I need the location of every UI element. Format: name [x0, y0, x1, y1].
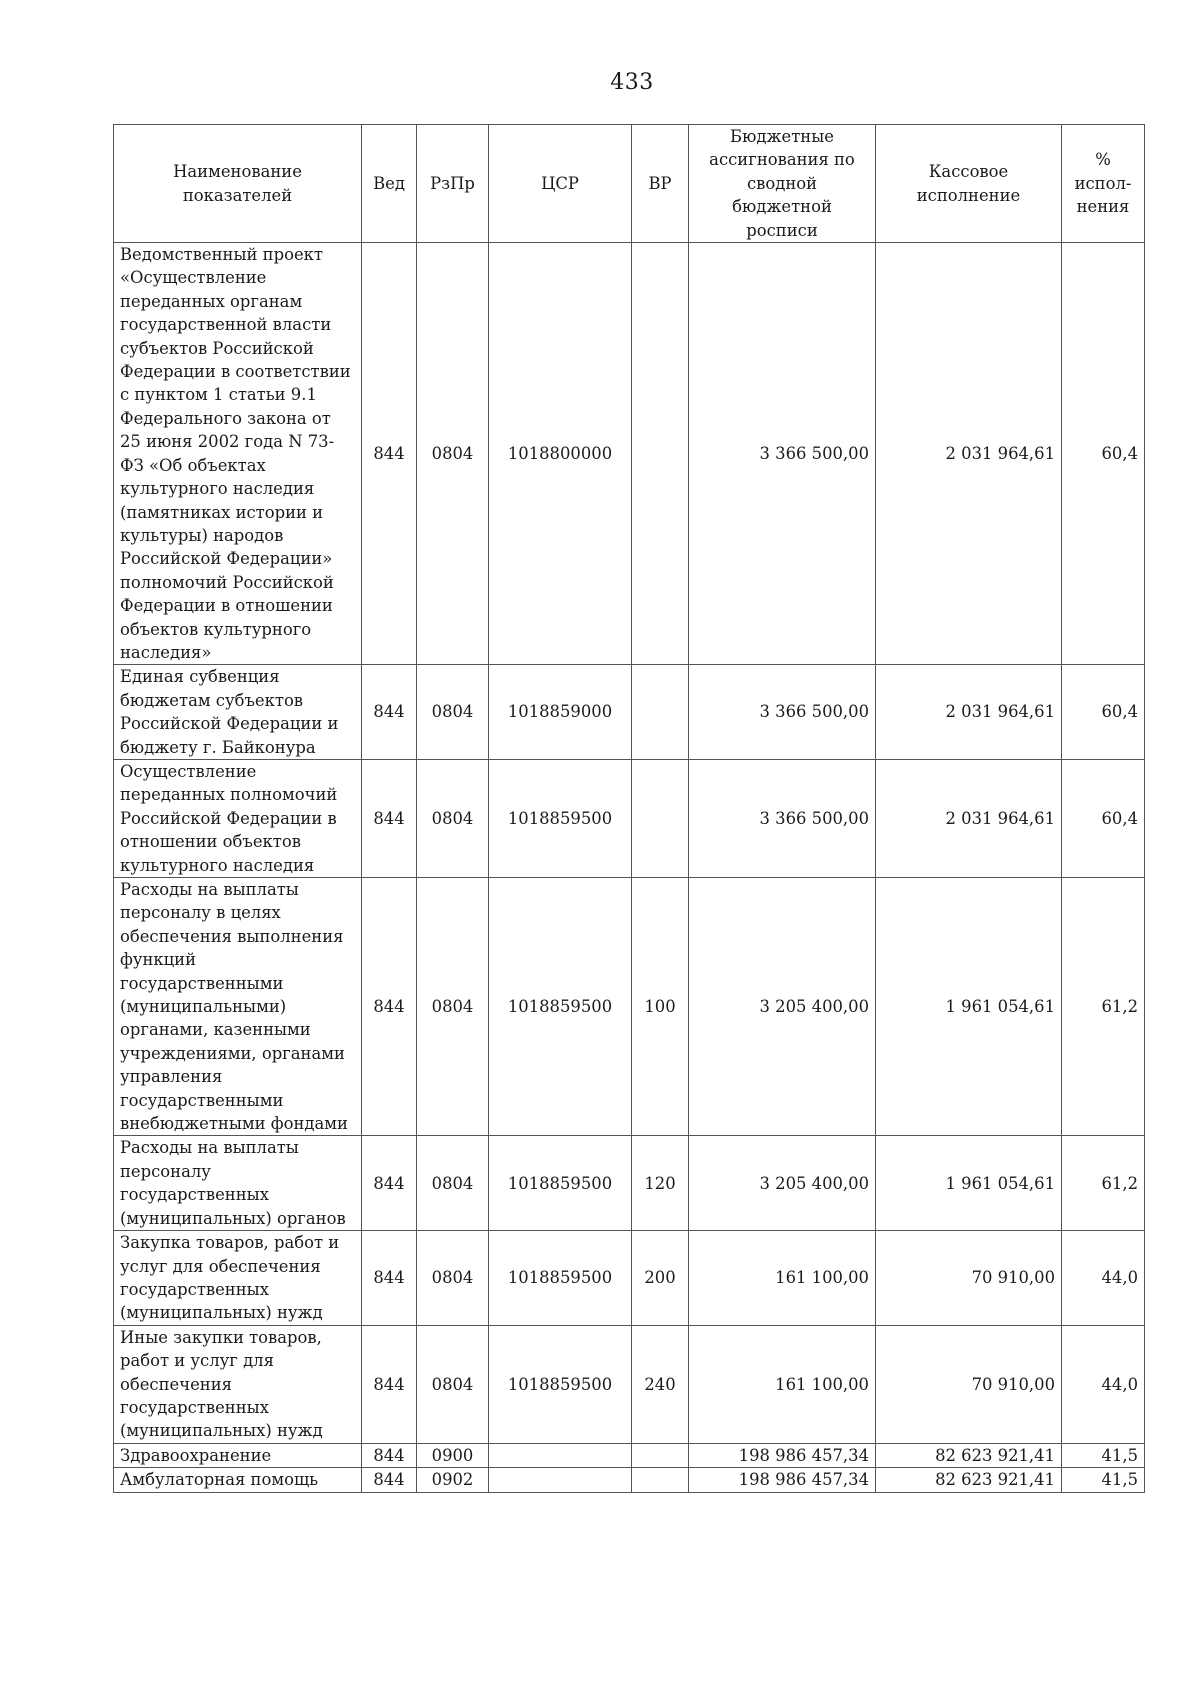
row-percent: 60,4	[1062, 243, 1145, 665]
row-csr	[489, 1443, 632, 1467]
row-budget: 198 986 457,34	[689, 1443, 876, 1467]
row-percent: 41,5	[1062, 1443, 1145, 1467]
row-budget: 3 366 500,00	[689, 665, 876, 760]
row-cash: 2 031 964,61	[876, 243, 1062, 665]
row-csr: 1018800000	[489, 243, 632, 665]
row-ved: 844	[362, 1443, 417, 1467]
row-csr: 1018859500	[489, 1231, 632, 1326]
row-ved: 844	[362, 1136, 417, 1231]
row-percent: 60,4	[1062, 759, 1145, 877]
row-name: Здравоохранение	[114, 1443, 362, 1467]
row-csr: 1018859500	[489, 1136, 632, 1231]
row-csr: 1018859500	[489, 1325, 632, 1443]
row-cash: 70 910,00	[876, 1231, 1062, 1326]
row-ved: 844	[362, 243, 417, 665]
row-vr	[632, 759, 689, 877]
row-budget: 161 100,00	[689, 1325, 876, 1443]
row-cash: 1 961 054,61	[876, 1136, 1062, 1231]
row-name: Расходы на выплаты персоналу в целях обеспечения выполнения функций государственными (муниципальными) органами, казенными учреждениями, органами управления государственными внебюджетными фондами	[114, 878, 362, 1136]
row-percent: 41,5	[1062, 1468, 1145, 1492]
row-rzpr: 0804	[417, 759, 489, 877]
row-vr	[632, 1468, 689, 1492]
row-rzpr: 0900	[417, 1443, 489, 1467]
row-vr: 120	[632, 1136, 689, 1231]
header-vr: ВР	[632, 125, 689, 243]
row-ved: 844	[362, 1231, 417, 1326]
header-name: Наименование показателей	[114, 125, 362, 243]
header-percent: % испол-нения	[1062, 125, 1145, 243]
row-rzpr: 0804	[417, 1136, 489, 1231]
row-csr: 1018859500	[489, 759, 632, 877]
row-rzpr: 0804	[417, 243, 489, 665]
row-cash: 70 910,00	[876, 1325, 1062, 1443]
row-budget: 3 366 500,00	[689, 759, 876, 877]
row-vr	[632, 665, 689, 760]
row-budget: 198 986 457,34	[689, 1468, 876, 1492]
row-rzpr: 0804	[417, 878, 489, 1136]
row-vr: 100	[632, 878, 689, 1136]
row-rzpr: 0804	[417, 665, 489, 760]
row-percent: 61,2	[1062, 878, 1145, 1136]
row-budget: 3 205 400,00	[689, 1136, 876, 1231]
row-cash: 1 961 054,61	[876, 878, 1062, 1136]
row-name: Единая субвенция бюджетам субъектов Российской Федерации и бюджету г. Байконура	[114, 665, 362, 760]
row-percent: 44,0	[1062, 1231, 1145, 1326]
row-budget: 161 100,00	[689, 1231, 876, 1326]
header-rzpr: РзПр	[417, 125, 489, 243]
row-name: Иные закупки товаров, работ и услуг для обеспечения государственных (муниципальных) нужд	[114, 1325, 362, 1443]
row-rzpr: 0804	[417, 1325, 489, 1443]
row-ved: 844	[362, 1468, 417, 1492]
row-vr: 240	[632, 1325, 689, 1443]
row-name: Ведомственный проект «Осуществление переданных органам государственной власти субъектов Российской Федерации в соответствии с пунктом 1 статьи 9.1 Федерального закона от 25 июня 2002 года N 73-ФЗ «Об объектах культурного наследия (памятниках истории и культуры) народов Российской Федерации» полномочий Российской Федерации в отношении объектов культурного наследия»	[114, 243, 362, 665]
table-row	[114, 1325, 1145, 1443]
row-ved: 844	[362, 1325, 417, 1443]
row-vr	[632, 1443, 689, 1467]
row-rzpr: 0902	[417, 1468, 489, 1492]
row-name: Расходы на выплаты персоналу государственных (муниципальных) органов	[114, 1136, 362, 1231]
header-csr: ЦСР	[489, 125, 632, 243]
table-header-row	[114, 125, 1145, 243]
row-cash: 2 031 964,61	[876, 665, 1062, 760]
row-budget: 3 366 500,00	[689, 243, 876, 665]
row-ved: 844	[362, 665, 417, 760]
header-cash: Кассовое исполнение	[876, 125, 1062, 243]
row-cash: 2 031 964,61	[876, 759, 1062, 877]
row-name: Осуществление переданных полномочий Российской Федерации в отношении объектов культурного наследия	[114, 759, 362, 877]
row-percent: 44,0	[1062, 1325, 1145, 1443]
page-number: 433	[610, 70, 654, 95]
row-vr	[632, 243, 689, 665]
row-percent: 61,2	[1062, 1136, 1145, 1231]
row-name: Закупка товаров, работ и услуг для обеспечения государственных (муниципальных) нужд	[114, 1231, 362, 1326]
budget-execution-table	[113, 124, 1145, 1493]
row-csr	[489, 1468, 632, 1492]
row-csr: 1018859000	[489, 665, 632, 760]
row-ved: 844	[362, 878, 417, 1136]
table-row	[114, 1231, 1145, 1326]
row-budget: 3 205 400,00	[689, 878, 876, 1136]
table-row	[114, 243, 1145, 665]
row-rzpr: 0804	[417, 1231, 489, 1326]
row-vr: 200	[632, 1231, 689, 1326]
table-row	[114, 1443, 1145, 1467]
row-cash: 82 623 921,41	[876, 1443, 1062, 1467]
row-ved: 844	[362, 759, 417, 877]
row-name: Амбулаторная помощь	[114, 1468, 362, 1492]
table-row	[114, 1136, 1145, 1231]
header-budget: Бюджетные ассигнования по сводной бюджетной росписи	[689, 125, 876, 243]
row-cash: 82 623 921,41	[876, 1468, 1062, 1492]
row-csr: 1018859500	[489, 878, 632, 1136]
row-percent: 60,4	[1062, 665, 1145, 760]
table-row	[114, 878, 1145, 1136]
header-ved: Вед	[362, 125, 417, 243]
table-row	[114, 665, 1145, 760]
table-row	[114, 759, 1145, 877]
table-row	[114, 1468, 1145, 1492]
